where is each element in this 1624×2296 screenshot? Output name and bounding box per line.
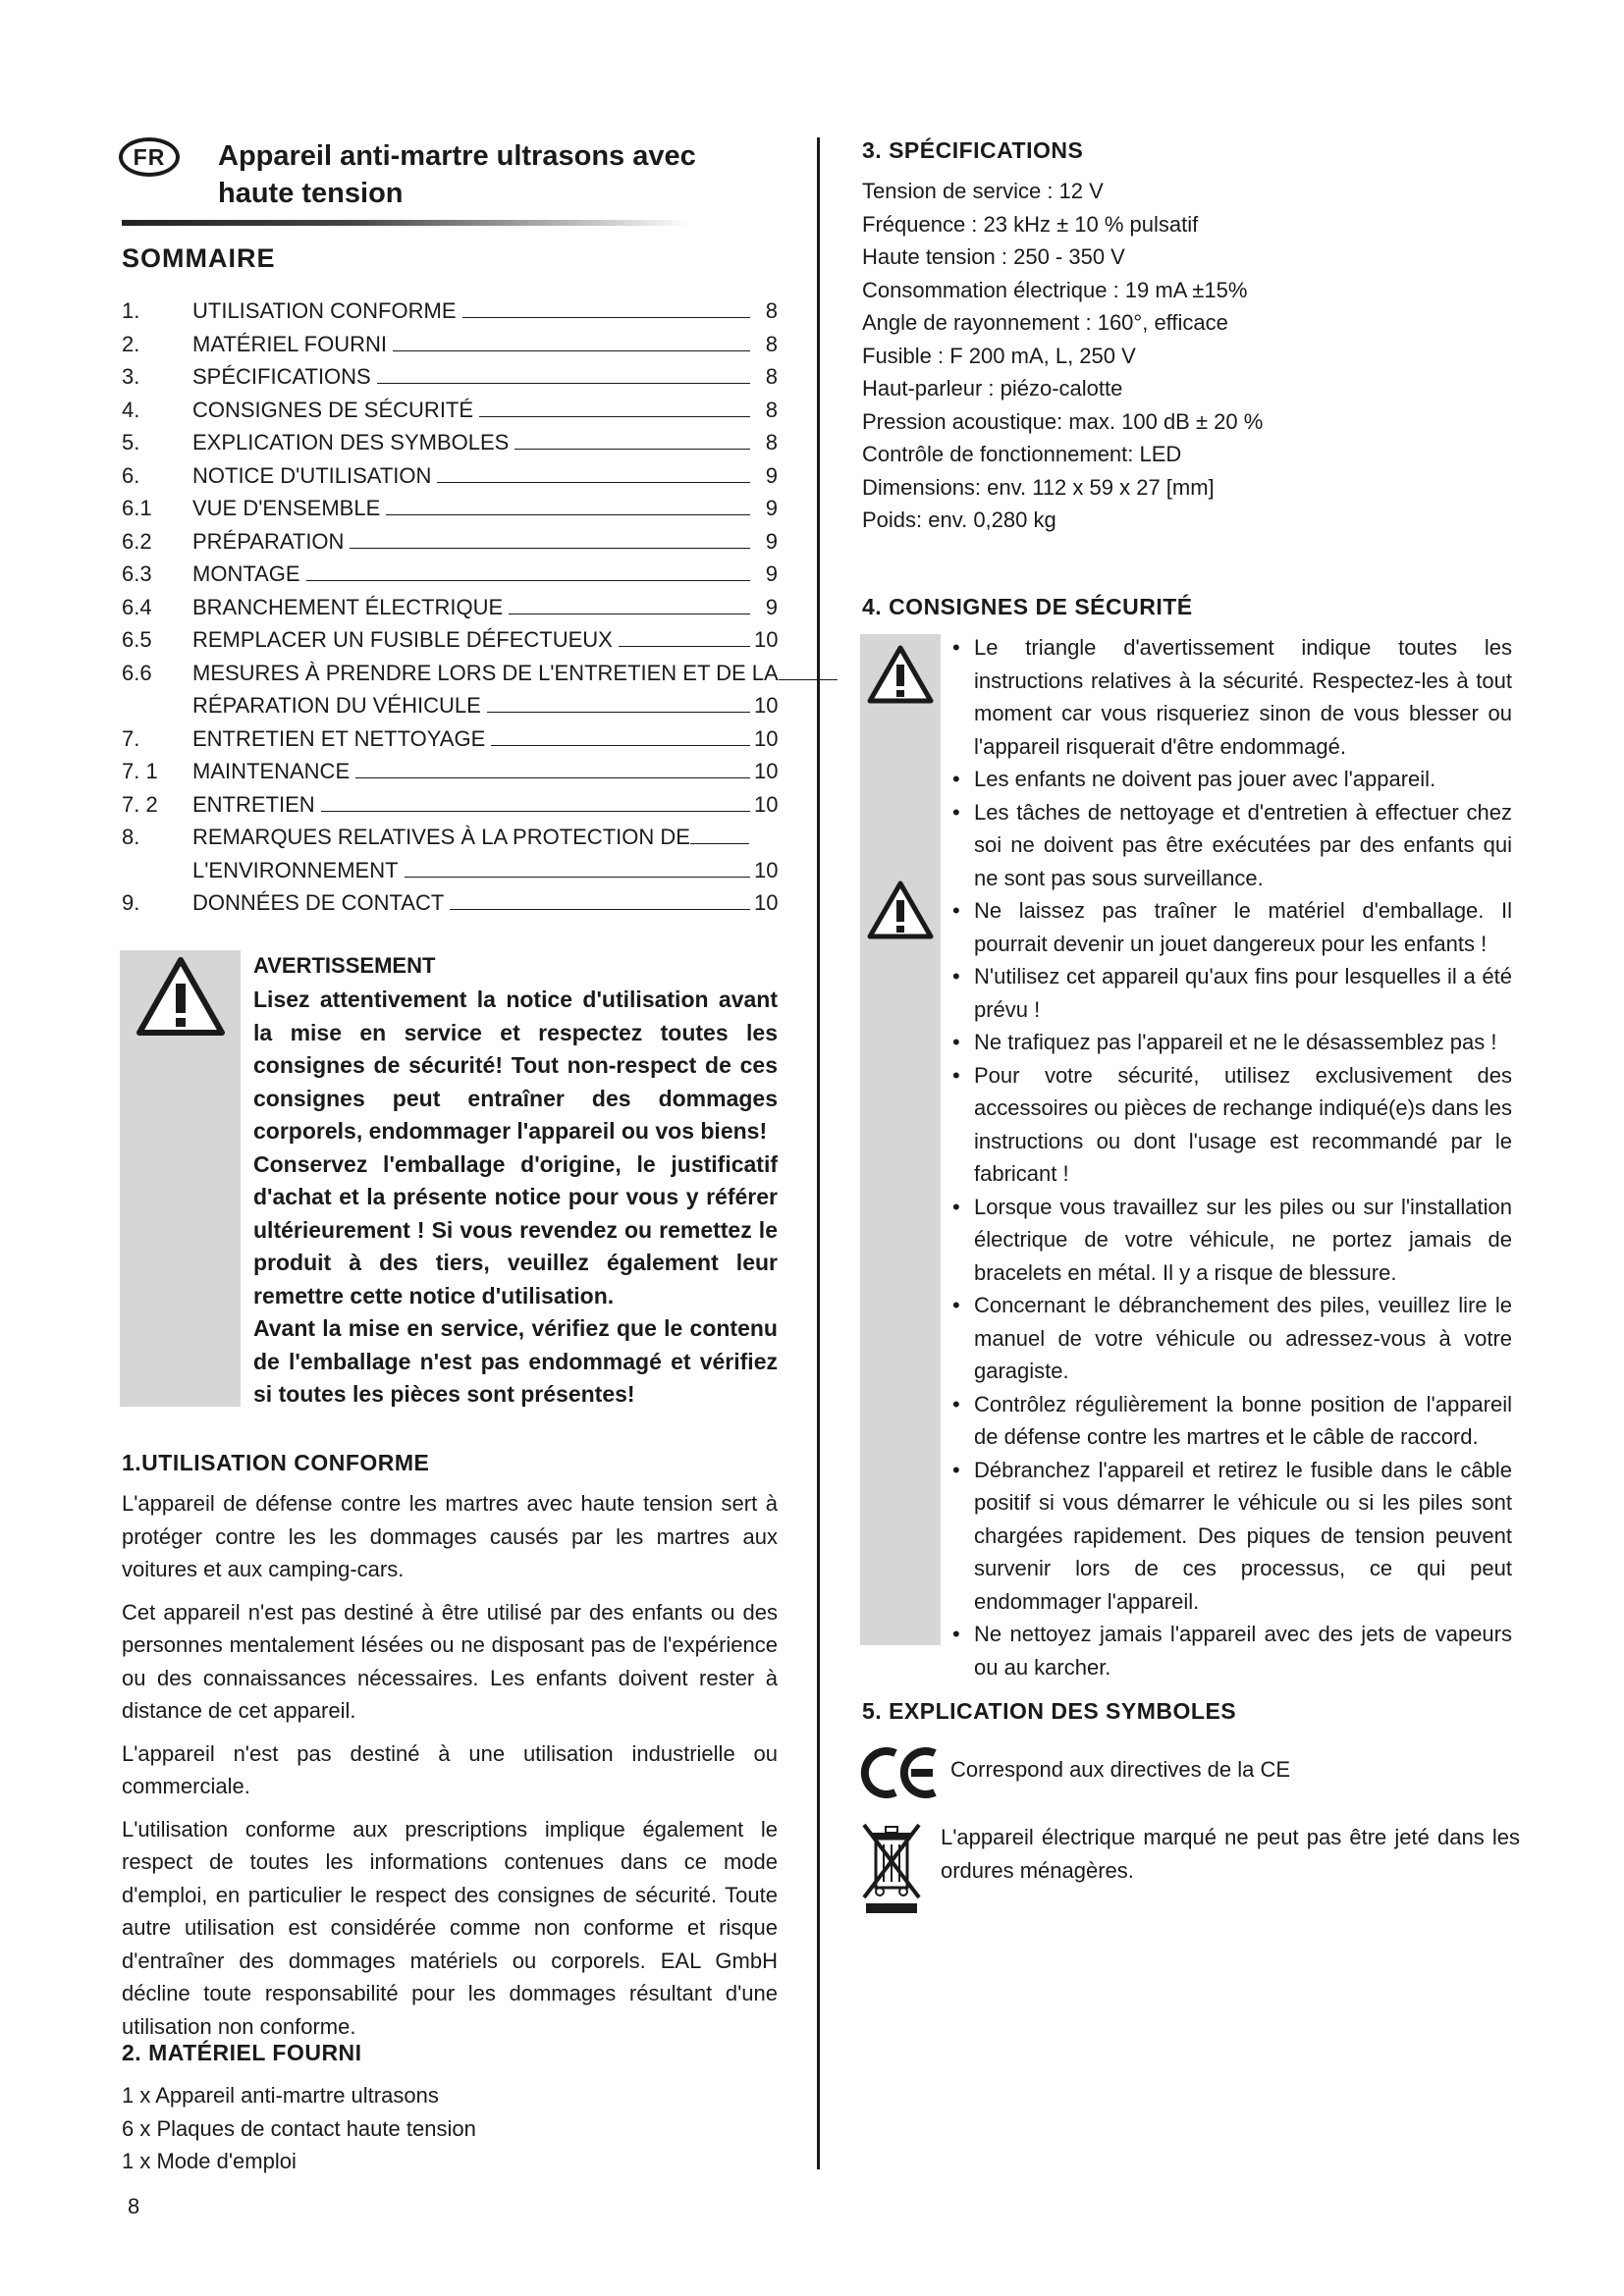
column-divider bbox=[817, 137, 820, 2169]
toc-row bbox=[122, 525, 778, 559]
toc-page-number: 10 bbox=[754, 791, 779, 817]
toc-leader-line bbox=[479, 416, 750, 417]
toc-number: 6.4 bbox=[122, 594, 152, 619]
list-item: 6 x Plaques de contact haute tension bbox=[122, 2115, 476, 2141]
spec-item: Fréquence : 23 kHz ± 10 % pulsatif bbox=[862, 211, 1199, 237]
toc-page-number: 10 bbox=[754, 857, 779, 882]
toc-number: 3. bbox=[122, 364, 140, 389]
toc-row bbox=[122, 722, 778, 756]
toc-page-number: 9 bbox=[765, 496, 778, 520]
toc-page-number: 9 bbox=[765, 528, 778, 554]
toc-number: 8. bbox=[122, 825, 140, 849]
toc-label: ENTRETIEN bbox=[192, 791, 315, 817]
paragraph: L'appareil n'est pas destiné à une utilisation industrielle ou commerciale. bbox=[122, 1740, 778, 1798]
toc-leader-line bbox=[393, 350, 750, 351]
toc-number: 6.3 bbox=[122, 561, 152, 586]
safety-item: • Le triangle d'avertissement indique toutes les instructions relatives à la sécurité. Respectez-les à tout moment car vous risqueriez sinon de vous blesser ou l'appareil risquerait d'être endommagé. bbox=[950, 631, 1512, 763]
safety-item: • Contrôlez régulièrement la bonne position de l'appareil de défense contre les martres et le câble de raccord. bbox=[950, 1388, 1512, 1454]
warning-paragraph: Avant la mise en service, vérifiez que le contenu de l'emballage n'est pas endommagé et vérifiez si toutes les pièces sont présentes! bbox=[253, 1315, 778, 1407]
toc-number: 5. bbox=[122, 430, 140, 454]
toc-label: REMARQUES RELATIVES À LA PROTECTION DE bbox=[192, 825, 690, 849]
toc-leader-line bbox=[462, 317, 751, 318]
spec-item: Haute tension : 250 - 350 V bbox=[862, 244, 1125, 269]
toc-label: SPÉCIFICATIONS bbox=[192, 364, 371, 389]
warning-triangle-icon bbox=[135, 956, 226, 1037]
specifications-list bbox=[862, 175, 1263, 537]
document-title: Appareil anti-martre ultrasons avec haute tension bbox=[218, 140, 696, 209]
paragraph: L'appareil de défense contre les martres avec haute tension sert à protéger contre les les dommages causés par les martres aux voitures et aux camping-cars. bbox=[122, 1491, 778, 1581]
toc-page-number: 9 bbox=[765, 594, 778, 619]
toc-number: 2. bbox=[122, 331, 140, 356]
spec-item: Tension de service : 12 V bbox=[862, 179, 1104, 203]
title-divider bbox=[122, 220, 691, 226]
toc-label: RÉPARATION DU VÉHICULE bbox=[192, 693, 481, 718]
toc-page-number: 10 bbox=[754, 725, 779, 751]
spec-item: Angle de rayonnement : 160°, efficace bbox=[862, 310, 1228, 335]
toc-label: NOTICE D'UTILISATION bbox=[192, 462, 432, 488]
toc-label: UTILISATION CONFORME bbox=[192, 298, 457, 323]
delivery-contents-list bbox=[122, 2079, 476, 2178]
toc-heading: SOMMAIRE bbox=[122, 243, 276, 273]
safety-item: • Concernant le débranchement des piles, veuillez lire le manuel de votre véhicule ou adressez-vous à votre garagiste. bbox=[950, 1289, 1512, 1388]
toc-leader-line bbox=[450, 909, 750, 910]
toc-row bbox=[122, 294, 778, 328]
toc-number: 7. bbox=[122, 725, 140, 751]
toc-number: 4. bbox=[122, 397, 140, 422]
toc-leader-line bbox=[405, 877, 750, 878]
toc-page-number: 8 bbox=[765, 331, 778, 356]
section-1-body bbox=[122, 1487, 778, 2053]
spec-item: Pression acoustique: max. 100 dB ± 20 % bbox=[862, 408, 1264, 434]
section-2-heading: 2. MATÉRIEL FOURNI bbox=[122, 2040, 362, 2065]
toc-label: L'ENVIRONNEMENT bbox=[192, 857, 399, 882]
toc-row bbox=[122, 328, 778, 361]
toc-number: 1. bbox=[122, 298, 140, 323]
paragraph: L'utilisation conforme aux prescriptions implique également le respect de toutes les informations contenues dans ce mode d'emploi, en particulier le respect des consignes de sécurité. Toute autre utilisation est considérée comme non conforme et risque d'entraîner des dommages matériels ou corporels. EAL GmbH décline toute responsabilité pour les dommages résultant d'une utilisation non conforme. bbox=[122, 1816, 778, 2039]
spec-item: Consommation électrique : 19 mA ±15% bbox=[862, 277, 1248, 302]
toc-leader-line bbox=[514, 449, 750, 450]
toc-leader-line bbox=[690, 843, 749, 844]
safety-item: • Ne nettoyez jamais l'appareil avec des jets de vapeurs ou au karcher. bbox=[950, 1618, 1512, 1683]
safety-item: • Ne laissez pas traîner le matériel d'emballage. Il pourrait devenir un jouet dangereux pour les enfants ! bbox=[950, 894, 1512, 960]
toc-label: REMPLACER UN FUSIBLE DÉFECTUEUX bbox=[192, 627, 613, 652]
warning-box bbox=[120, 950, 778, 1407]
warning-triangle-icon bbox=[866, 644, 935, 705]
toc-page-number: 10 bbox=[754, 627, 779, 652]
toc-row bbox=[122, 854, 778, 887]
toc-label: DONNÉES DE CONTACT bbox=[192, 890, 445, 915]
toc-label: BRANCHEMENT ÉLECTRIQUE bbox=[192, 594, 504, 619]
toc-label: CONSIGNES DE SÉCURITÉ bbox=[192, 397, 474, 422]
toc-row bbox=[122, 360, 778, 394]
toc-row bbox=[122, 591, 778, 624]
ce-symbol-row bbox=[860, 1745, 1290, 1800]
toc-number: 6.5 bbox=[122, 627, 152, 652]
safety-item: • Débranchez l'appareil et retirez le fusible dans le câble positif si vous démarrer le véhicule ou si les piles sont chargées rapidement. Des piques de tension peuvent survenir lors de ces processus, ce qui peut endommager l'appareil. bbox=[950, 1454, 1512, 1619]
toc-leader-line bbox=[377, 383, 750, 384]
warning-paragraph: Lisez attentivement la notice d'utilisation avant la mise en service et respectez toutes les consignes de sécurité! Tout non-respect de ces consignes peut entraîner des dommages corporels, endommager l'appareil ou vos biens! bbox=[253, 987, 778, 1144]
toc-leader-line bbox=[437, 482, 750, 483]
toc-label: MAINTENANCE bbox=[192, 759, 351, 783]
page-number: 8 bbox=[128, 2194, 140, 2218]
weee-symbol-row bbox=[860, 1821, 1520, 1915]
toc-label: VUE D'ENSEMBLE bbox=[192, 496, 381, 520]
toc-leader-line bbox=[487, 712, 750, 713]
toc-leader-line bbox=[619, 646, 750, 647]
toc-label: EXPLICATION DES SYMBOLES bbox=[192, 430, 510, 454]
section-3-heading: 3. SPÉCIFICATIONS bbox=[862, 137, 1084, 163]
ce-description: Correspond aux directives de la CE bbox=[950, 1757, 1291, 1782]
section-4-heading: 4. CONSIGNES DE SÉCURITÉ bbox=[862, 594, 1193, 619]
toc-page-number: 8 bbox=[765, 430, 778, 454]
ce-mark-icon bbox=[860, 1745, 943, 1800]
toc-row bbox=[122, 821, 778, 854]
toc-row bbox=[122, 394, 778, 427]
toc-number: 7. 1 bbox=[122, 759, 158, 783]
toc-number: 6.6 bbox=[122, 660, 152, 685]
toc-row bbox=[122, 788, 778, 822]
toc-row bbox=[122, 459, 778, 493]
toc-page-number: 8 bbox=[765, 364, 778, 389]
toc-leader-line bbox=[355, 777, 750, 778]
toc-leader-line bbox=[321, 811, 750, 812]
toc-page-number: 10 bbox=[754, 693, 779, 718]
toc-leader-line bbox=[491, 745, 750, 746]
toc-page-number: 10 bbox=[754, 759, 779, 783]
spec-item: Dimensions: env. 112 x 59 x 27 [mm] bbox=[862, 474, 1215, 500]
weee-description: L'appareil électrique marqué ne peut pas être jeté dans les ordures ménagères. bbox=[941, 1825, 1520, 1883]
toc-label: MONTAGE bbox=[192, 561, 300, 586]
list-item: 1 x Appareil anti-martre ultrasons bbox=[122, 2083, 439, 2108]
toc-number: 6.1 bbox=[122, 496, 152, 520]
spec-item: Poids: env. 0,280 kg bbox=[862, 507, 1056, 532]
toc-row bbox=[122, 755, 778, 788]
safety-item: • Les tâches de nettoyage et d'entretien à effectuer chez soi ne doivent pas être exécutées par des enfants qui ne sont pas sous surveillance. bbox=[950, 796, 1512, 895]
toc-row bbox=[122, 426, 778, 459]
toc-number: 6.2 bbox=[122, 528, 152, 554]
toc-row bbox=[122, 886, 778, 920]
toc-leader-line bbox=[306, 580, 750, 581]
safety-item: • N'utilisez cet appareil qu'aux fins pour lesquelles il a été prévu ! bbox=[950, 960, 1512, 1026]
toc-row bbox=[122, 623, 778, 657]
toc-leader-line bbox=[350, 548, 750, 549]
safety-item: • Les enfants ne doivent pas jouer avec l'appareil. bbox=[950, 763, 1512, 796]
list-item: 1 x Mode d'emploi bbox=[122, 2149, 297, 2173]
toc-row bbox=[122, 492, 778, 525]
toc-label: PRÉPARATION bbox=[192, 528, 345, 554]
toc-row bbox=[122, 657, 778, 690]
toc-label: MESURES À PRENDRE LORS DE L'ENTRETIEN ET DE LA bbox=[192, 660, 779, 685]
warning-triangle-icon bbox=[866, 880, 935, 940]
toc-number: 6. bbox=[122, 462, 140, 488]
safety-item: • Lorsque vous travaillez sur les piles ou sur l'installation électrique de votre véhicule, ne portez jamais de bracelets en métal. Il y a risque de blessure. bbox=[950, 1191, 1512, 1290]
toc-page-number: 10 bbox=[754, 890, 779, 915]
table-of-contents bbox=[122, 294, 778, 920]
toc-row bbox=[122, 689, 778, 722]
spec-item: Contrôle de fonctionnement: LED bbox=[862, 442, 1182, 466]
safety-item: • Pour votre sécurité, utilisez exclusivement des accessoires ou pièces de rechange indiqué(e)s dans les instructions ou dont l'usage est recommandé par le fabricant ! bbox=[950, 1059, 1512, 1191]
toc-number: 7. 2 bbox=[122, 791, 158, 817]
warning-text bbox=[253, 984, 778, 1412]
toc-page-number: 8 bbox=[765, 397, 778, 422]
toc-row bbox=[122, 558, 778, 591]
toc-label: ENTRETIEN ET NETTOYAGE bbox=[192, 725, 486, 751]
safety-item: • Ne trafiquez pas l'appareil et ne le désassemblez pas ! bbox=[950, 1026, 1512, 1059]
warning-paragraph: Conservez l'emballage d'origine, le justificatif d'achat et la présente notice pour vous y référer ultérieurement ! Si vous revendez ou remettez le produit à des tiers, veuillez également leur remettre cette notice d'utilisation. bbox=[253, 1150, 778, 1308]
toc-leader-line bbox=[779, 679, 838, 680]
safety-instructions-list bbox=[950, 631, 1512, 1683]
safety-sidebar bbox=[860, 634, 941, 1645]
spec-item: Haut-parleur : piézo-calotte bbox=[862, 376, 1123, 400]
toc-page-number: 8 bbox=[765, 298, 778, 323]
toc-page-number: 9 bbox=[765, 561, 778, 586]
toc-label: MATÉRIEL FOURNI bbox=[192, 331, 388, 356]
toc-number: 9. bbox=[122, 890, 140, 915]
language-badge: FR bbox=[119, 137, 180, 177]
paragraph: Cet appareil n'est pas destiné à être utilisé par des enfants ou des personnes mentalement lésées ou ne disposant pas de l'expérience ou des connaissances nécessaires. Les enfants doivent rester à distance de cet appareil. bbox=[122, 1599, 778, 1723]
crossed-out-bin-icon bbox=[860, 1821, 923, 1915]
section-1-heading: 1.UTILISATION CONFORME bbox=[122, 1450, 430, 1475]
warning-heading: AVERTISSEMENT bbox=[253, 953, 436, 978]
toc-page-number: 9 bbox=[765, 462, 778, 488]
section-5-heading: 5. EXPLICATION DES SYMBOLES bbox=[862, 1698, 1237, 1724]
toc-leader-line bbox=[386, 514, 750, 515]
spec-item: Fusible : F 200 mA, L, 250 V bbox=[862, 343, 1136, 368]
